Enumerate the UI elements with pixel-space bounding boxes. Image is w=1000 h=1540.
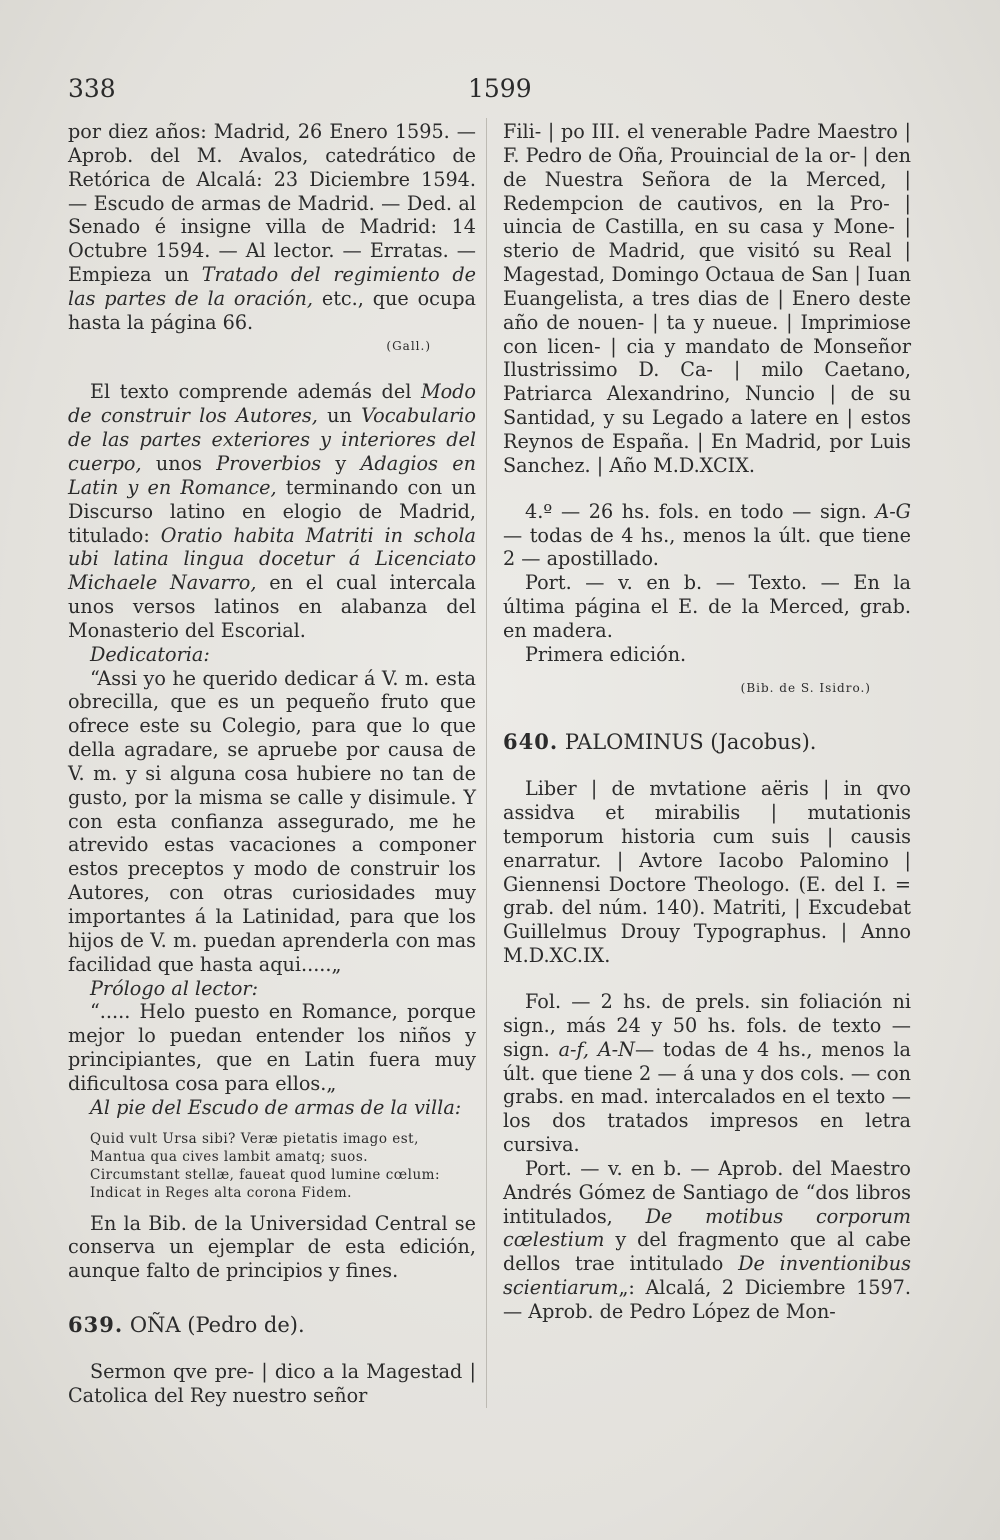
text: unos — [155, 451, 202, 475]
entry-heading-640 — [503, 730, 911, 755]
entry-heading-639 — [68, 1313, 476, 1338]
dedication-label: Dedicatoria: — [90, 642, 210, 666]
text: Fol. — 2 hs. de prels. sin foliación ni sign., más 24 y 50 hs. fols. de texto — sign. — [503, 990, 911, 1061]
prologue-label: Prólogo al lector: — [90, 976, 259, 1000]
italic-title: Proverbios — [216, 451, 322, 475]
paragraph-contents — [68, 380, 476, 642]
edition-note: Primera edición. — [525, 642, 687, 666]
verse-line: Circumstant stellæ, faueat quod lumine cœlum: — [90, 1166, 440, 1183]
escudo-label: Al pie del Escudo de armas de la villa: — [90, 1095, 462, 1119]
text: „: Alcalá, 2 Diciembre 1597. — Aprob. de Pedro López de Mon- — [503, 1276, 911, 1323]
text: etc., que ocupa hasta la página 66. — [68, 286, 476, 334]
right-column — [503, 120, 911, 1324]
italic-title: Oratio habita Matriti in schola ubi latina lingua docetur á Licenciato Michaele Navarro, — [68, 523, 476, 595]
text: Port. — v. en b. — Aprob. del Maestro Andrés Gómez de Santiago de “dos libros intitulados, — [503, 1156, 911, 1228]
text: — todas de 4 hs., menos la últ. que tiene 2 — apostillado. — [503, 523, 911, 571]
entry-number: 639. — [68, 1312, 124, 1338]
verse-line: Mantua qua cives lambit amatq; suos. — [90, 1148, 369, 1165]
entry-title-text: Sermon qve pre- | dico a la Magestad | Catolica del Rey nuestro señor — [68, 1359, 476, 1407]
page-number: 338 — [68, 74, 116, 103]
italic-title: Modo de construir los Autores, — [68, 380, 476, 428]
text: un — [327, 404, 352, 428]
text: El texto comprende además del — [90, 380, 412, 404]
verse-line: Indicat in Reges alta corona Fidem. — [90, 1184, 352, 1201]
library-note: En la Bib. de la Universidad Central se conserva un ejemplar de esta edición, aunque falto de principios y fines. — [68, 1211, 476, 1283]
source-note: (Bib. de S. Isidro.) — [740, 680, 871, 695]
source-note: (Gall.) — [386, 338, 431, 353]
column-divider — [486, 118, 487, 1408]
text: 4.º — 26 hs. fols. en todo — sign. — [525, 499, 867, 523]
text: terminando con un Discurso latino en elogio de Madrid, titulado: — [68, 475, 476, 547]
text: por diez años: Madrid, 26 Enero 1595. — Aprob. del M. Avalos, catedrático de Retórica de Alcalá: 23 Diciembre 1594. — Escudo de armas de Madrid. — Ded. al Senado é insigne villa de Madrid: 14 Octubre 1594. — Al lector. — Erratas. — Empieza un — [68, 120, 476, 287]
running-year-heading: 1599 — [468, 74, 532, 103]
approval-note — [503, 1157, 911, 1324]
entry-author: OÑA (Pedro de). — [129, 1313, 305, 1338]
page-header — [0, 74, 1000, 114]
italic-title: De motibus corporum cœlestium — [503, 1204, 911, 1252]
dedication-quote: “Assi yo he querido dedicar á V. m. esta obrecilla, que es un pequeño fruto que ofrece este su Colegio, para que lo que della agradare, se apruebe por causa de V. m. y si alguna cosa hubiere no tan de gusto, por la misma se calle y disimule. Y con esta confianza assegurado, me he atrevido estas vacaciones a componer estos preceptos y modo de construir los Autores, con otras curiosidades muy importantes á la Latinidad, para que los hijos de V. m. puedan aprenderla con mas facilidad que hasta aqui.....„ — [68, 666, 476, 976]
entry-title-text: Liber | de mvtatione aëris | in qvo assidva et mirabilis | mutationis temporum historia cum suis | causis enarratur. | Avtore Iacobo Palomino | Giennensi Doctore Theologo. (E. del I. = grab. del núm. 140). Matriti, | Excudebat Guillelmus Drouy Typographus. | Anno M.D.XC.IX. — [503, 777, 911, 968]
entry-title-continued: Fili- | po III. el venerable Padre Maestro | F. Pedro de Oña, Prouincial de la or- | den de Nuestra Señora de la Merced, | Redempcion de cautivos, en la Pro- | uincia de Castilla, en su casa y Mone- | sterio de Madrid, que visitó su Real | Magestad, Domingo Octaua de San | Iuan Euangelista, a tres dias de | Enero deste año de nouen- | ta y nueue. | Imprimiose con licen- | cia y mandato de Monseñor Ilustrissimo D. Ca- | milo Caetano, Patriarca Alexandrino, Nuncio | de su Santidad, y su Legado a latere en | estos Reynos de España. | En Madrid, por Luis Sanchez. | Año M.D.XCIX. — [503, 120, 911, 477]
text: y del fragmento que al cabe dellos trae intitulado — [503, 1228, 912, 1276]
signature: a-f, A-N — [558, 1037, 635, 1061]
left-column — [68, 120, 476, 1408]
italic-title: Vocabulario de las partes exteriores y interiores del cuerpo, — [68, 404, 476, 475]
italic-title: Adagios en Latin y en Romance, — [68, 451, 476, 499]
text: y — [335, 451, 347, 475]
italic-title: Tratado del regimiento de las partes de la oración, — [68, 263, 477, 310]
prologue-quote: “..... Helo puesto en Romance, porque mejor lo puedan entender los niños y principiantes, que en Latin fuera muy dificultosa cosa para ellos.„ — [68, 1000, 476, 1095]
text: — todas de 4 hs., menos la últ. que tiene 2 — á una y dos cols. — con grabs. en mad. intercalados en el texto — los dos tratados impresos en letra cursiva. — [503, 1037, 911, 1157]
entry-author: PALOMINUS (Jacobus). — [564, 730, 817, 755]
verse-line: Quid vult Ursa sibi? Veræ pietatis imago est, — [90, 1130, 419, 1147]
entry-number: 640. — [503, 729, 559, 755]
italic-title: De inventionibus scientiarum — [503, 1252, 911, 1300]
paragraph-license — [68, 120, 476, 335]
collation — [503, 990, 911, 1157]
signature: A-G — [875, 499, 912, 523]
text: en el cual intercala unos versos latinos en alabanza del Monasterio del Escorial. — [68, 571, 476, 642]
contents-note: Port. — v. en b. — Texto. — En la última página el E. de la Merced, grab. en madera. — [503, 571, 911, 642]
collation — [503, 500, 911, 572]
